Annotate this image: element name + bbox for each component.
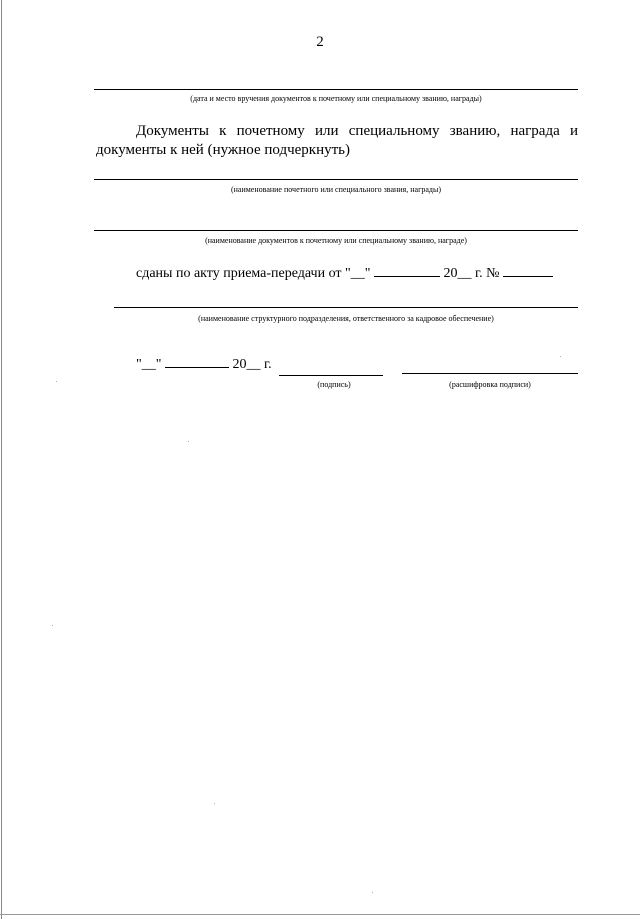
- scan-speck: [188, 441, 189, 442]
- decoding-caption: (расшифровка подписи): [449, 380, 531, 389]
- department-line: [114, 307, 578, 308]
- handover-year: 20__ г. №: [443, 266, 500, 281]
- scan-speck: [52, 625, 53, 626]
- docs-caption: (наименование документов к почетному или специальному званию, награде): [205, 236, 467, 245]
- documents-paragraph: [96, 122, 578, 160]
- handover-month-blank[interactable]: [374, 264, 440, 277]
- signature-line[interactable]: [279, 375, 383, 376]
- scan-edge-left: [1, 0, 2, 919]
- delivery-line: [94, 89, 578, 90]
- title-caption: (наименование почетного или специального звания, награды): [230, 185, 442, 194]
- handover-prefix: сданы по акту приема-передачи от "__": [136, 266, 371, 281]
- handover-line: [136, 264, 553, 282]
- scan-speck: [560, 356, 561, 357]
- delivery-caption: (дата и место вручения документов к почетному или специальному званию, награды): [190, 94, 482, 103]
- title-line: [94, 179, 578, 180]
- docs-line: [94, 230, 578, 231]
- signature-date: [136, 355, 272, 373]
- handover-number-blank[interactable]: [503, 264, 553, 277]
- scan-speck: [214, 803, 215, 804]
- scan-speck: [372, 892, 373, 893]
- page-number: 2: [316, 34, 324, 50]
- documents-paragraph-text: Документы к почетному или специальному званию, награда и документы к ней (нужное подчеркнуть): [96, 123, 578, 158]
- signature-day: "__": [136, 357, 162, 372]
- signature-caption: (подпись): [317, 380, 351, 389]
- signature-month-blank[interactable]: [165, 355, 229, 368]
- scan-speck: [56, 381, 57, 382]
- decoding-line[interactable]: [402, 373, 578, 374]
- department-caption: (наименование структурного подразделения, ответственного за кадровое обеспечение): [198, 314, 494, 323]
- signature-year: 20__ г.: [232, 357, 272, 372]
- scan-edge-bottom: [0, 914, 640, 915]
